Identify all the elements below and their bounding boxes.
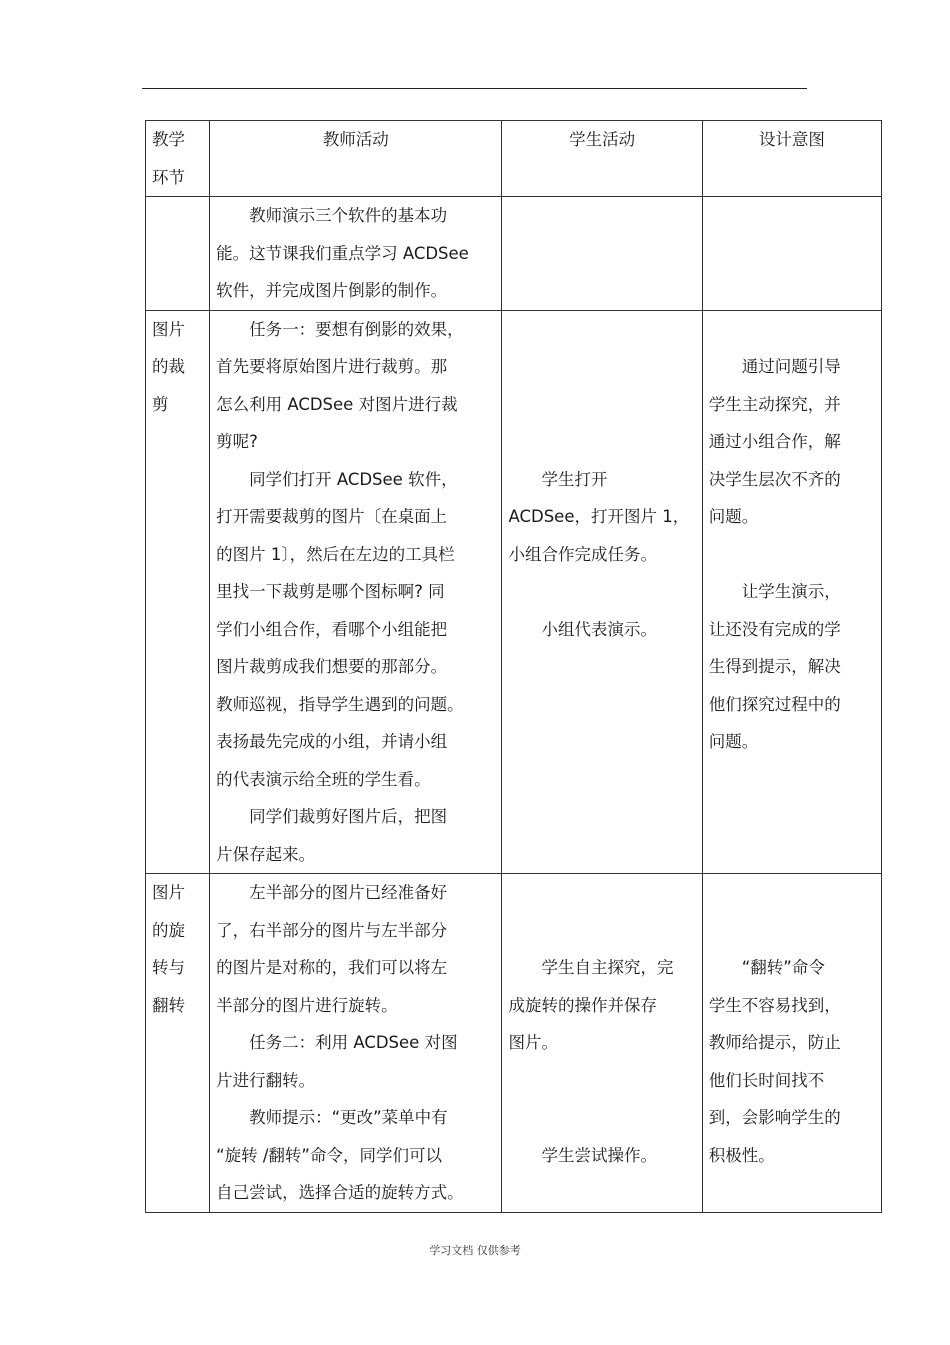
row2-design: 通过问题引导 学生主动探究，并 通过小组合作，解 决学生层次不齐的 问题。 让学生演示， 让还没有完成的学 生得到提示，解决 他们探究过程中的 问题。 <box>702 310 881 874</box>
row3-teacher: 左半部分的图片已经准备好 了，右半部分的图片与左半部分 的图片是对称的，我们可以将左 半部分的图片进行旋转。 任务二：利用 ACDSee 对图 片进行翻转。 教师提示：“更改”菜单中有 “旋转 /翻转”命令，同学们可以 自己尝试，选择合适的旋转方式。 <box>210 874 502 1213</box>
header-student: 学生活动 <box>502 121 702 197</box>
table-row <box>146 874 882 1213</box>
header-stage: 教学 环节 <box>146 121 210 197</box>
table-row <box>146 310 882 874</box>
row1-stage <box>146 197 210 311</box>
table-header-row <box>146 121 882 197</box>
row1-student <box>502 197 702 311</box>
header-design: 设计意图 <box>702 121 881 197</box>
row1-design <box>702 197 881 311</box>
row1-teacher: 教师演示三个软件的基本功 能。这节课我们重点学习 ACDSee 软件，并完成图片倒影的制作。 <box>210 197 502 311</box>
header-rule <box>142 88 807 89</box>
row3-stage: 图片 的旋 转与 翻转 <box>146 874 210 1213</box>
row3-design: “翻转”命令 学生不容易找到， 教师给提示，防止 他们长时间找不 到，会影响学生的 积极性。 <box>702 874 881 1213</box>
row3-student: 学生自主探究，完 成旋转的操作并保存 图片。 学生尝试操作。 <box>502 874 702 1213</box>
table-row <box>146 197 882 311</box>
lesson-plan-table <box>145 120 882 1213</box>
row2-teacher: 任务一：要想有倒影的效果， 首先要将原始图片进行裁剪。那 怎么利用 ACDSee 对图片进行裁 剪呢? 同学们打开 ACDSee 软件， 打开需要裁剪的图片〔在桌面上 的图片 1〕，然后在左边的工具栏 里找一下裁剪是哪个图标啊? 同 学们小组合作，看哪个小组能把 图片裁剪成我们想要的那部分。 教师巡视，指导学生遇到的问题。 表扬最先完成的小组，并请小组 的代表演示给全班的学生看。 同学们裁剪好图片后，把图 片保存起来。 <box>210 310 502 874</box>
row2-student: 学生打开 ACDSee，打开图片 1， 小组合作完成任务。 小组代表演示。 <box>502 310 702 874</box>
page-footer: 学习文档 仅供参考 <box>429 1244 521 1257</box>
row2-stage: 图片 的裁 剪 <box>146 310 210 874</box>
header-teacher: 教师活动 <box>210 121 502 197</box>
